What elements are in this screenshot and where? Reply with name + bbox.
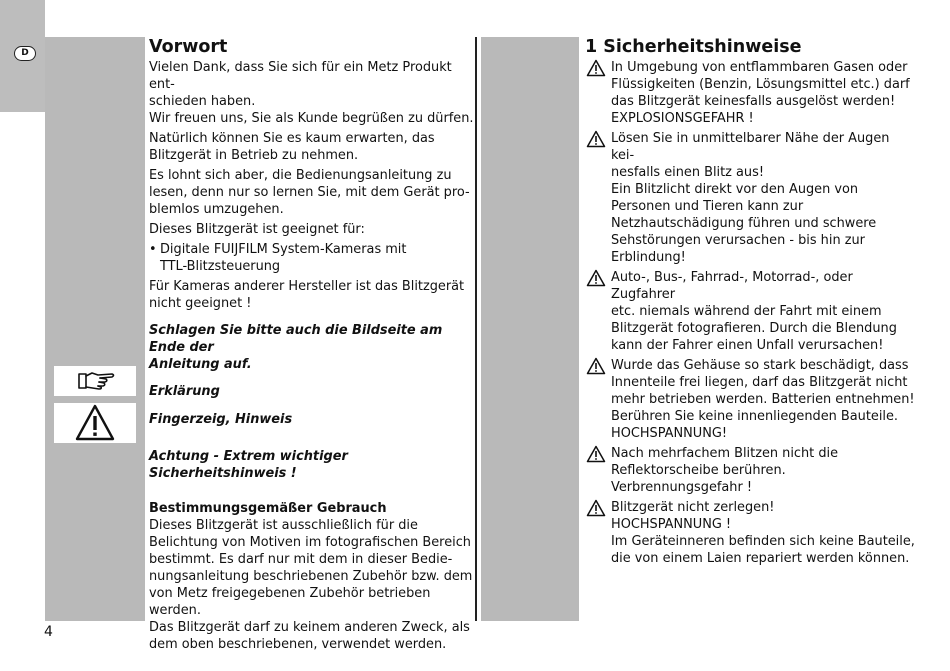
column-divider <box>475 37 477 621</box>
safety-title: 1 Sicherheitshinweise <box>585 37 802 57</box>
language-badge: D <box>14 46 36 61</box>
compatibility-intro: Dieses Blitzgerät ist geeignet für: <box>149 222 365 237</box>
legend-heading: Erklärung <box>149 384 220 399</box>
left-margin-column <box>45 37 145 621</box>
page-number: 4 <box>44 624 53 640</box>
intended-use-section: Bestimmungsgemäßer Gebrauch Dieses Blitzgerät ist ausschließlich für die Belichtung von Motiven im fotografischen Bereich bestimmt. Es darf nur mit dem in dieser Bedie- nungsanleitung beschriebenen Zubehör bzw. dem von Metz freigegebenen Zubehör betrieben werden. Das Blitzgerät darf zu keinem anderen Zweck, als dem oben beschriebenen, verwendet werden. <box>149 501 473 652</box>
warning-icon <box>586 499 606 517</box>
foreword-paragraph: Es lohnt sich aber, die Bedienungsanleitung zu lesen, denn nur so lernen Sie, mit dem Gerät pro- blemlos umzugehen. <box>149 168 470 217</box>
safety-item: Nach mehrfachem Blitzen nicht die Reflektorscheibe berühren. Verbrennungsgefahr ! <box>585 445 915 496</box>
warning-icon <box>586 357 606 375</box>
foreword-paragraph: Vielen Dank, dass Sie sich für ein Metz Produkt ent- schieden haben. Wir freuen uns, Sie als Kunde begrüßen zu dürfen. <box>149 60 474 126</box>
warning-icon <box>586 269 606 287</box>
safety-item: Lösen Sie in unmittelbarer Nähe der Augen kei- nesfalls einen Blitz aus! Ein Blitzlicht direkt vor den Augen von Personen und Tieren kann zur Netzhautschädigung führen und schwere Sehstörungen verursachen - bis hin zur Erblindung! <box>585 130 915 266</box>
safety-item: Wurde das Gehäuse so stark beschädigt, dass Innenteile frei liegen, darf das Blitzgerät nicht mehr betrieben werden. Batterien entnehmen! Berühren Sie keine innenliegenden Bauteile. HOCHSPANNUNG! <box>585 357 915 442</box>
compatibility-bullet: • Digitale FUIJFILM System-Kameras mit TTL-Blitzsteuerung <box>149 242 407 274</box>
warning-triangle-icon <box>54 403 136 443</box>
right-margin-column <box>481 37 579 621</box>
safety-item: In Umgebung von entflammbaren Gasen oder Flüssigkeiten (Benzin, Lösungsmittel etc.) darf das Blitzgerät keinesfalls ausgelöst werden! EXPLOSIONSGEFAHR ! <box>585 59 915 127</box>
warning-icon <box>586 130 606 148</box>
safety-item: Auto-, Bus-, Fahrrad-, Motorrad-, oder Zugfahrer etc. niemals während der Fahrt mit einem Blitzgerät fotografieren. Durch die Blendung kann der Fahrer einen Unfall verursachen! <box>585 269 915 354</box>
foreword-paragraph: Natürlich können Sie es kaum erwarten, das Blitzgerät in Betrieb zu nehmen. <box>149 131 435 163</box>
warning-icon <box>586 59 606 77</box>
foreword-title: Vorwort <box>149 37 228 57</box>
foreword-column <box>149 36 474 656</box>
safety-column <box>585 36 915 570</box>
picture-page-note: Schlagen Sie bitte auch die Bildseite am Ende der Anleitung auf. <box>149 323 443 372</box>
foreword-paragraph: Für Kameras anderer Hersteller ist das Blitzgerät nicht geeignet ! <box>149 279 465 311</box>
legend-warning-label: Achtung - Extrem wichtiger Sicherheitshinweis ! <box>149 449 348 481</box>
pointing-hand-icon <box>54 366 136 396</box>
legend-hint-label: Fingerzeig, Hinweis <box>149 412 293 427</box>
intended-use-title: Bestimmungsgemäßer Gebrauch <box>149 501 387 516</box>
safety-item: Blitzgerät nicht zerlegen! HOCHSPANNUNG ! Im Geräteinneren befinden sich keine Bauteile, die von einem Laien repariert werden können. <box>585 499 915 567</box>
warning-icon <box>586 445 606 463</box>
